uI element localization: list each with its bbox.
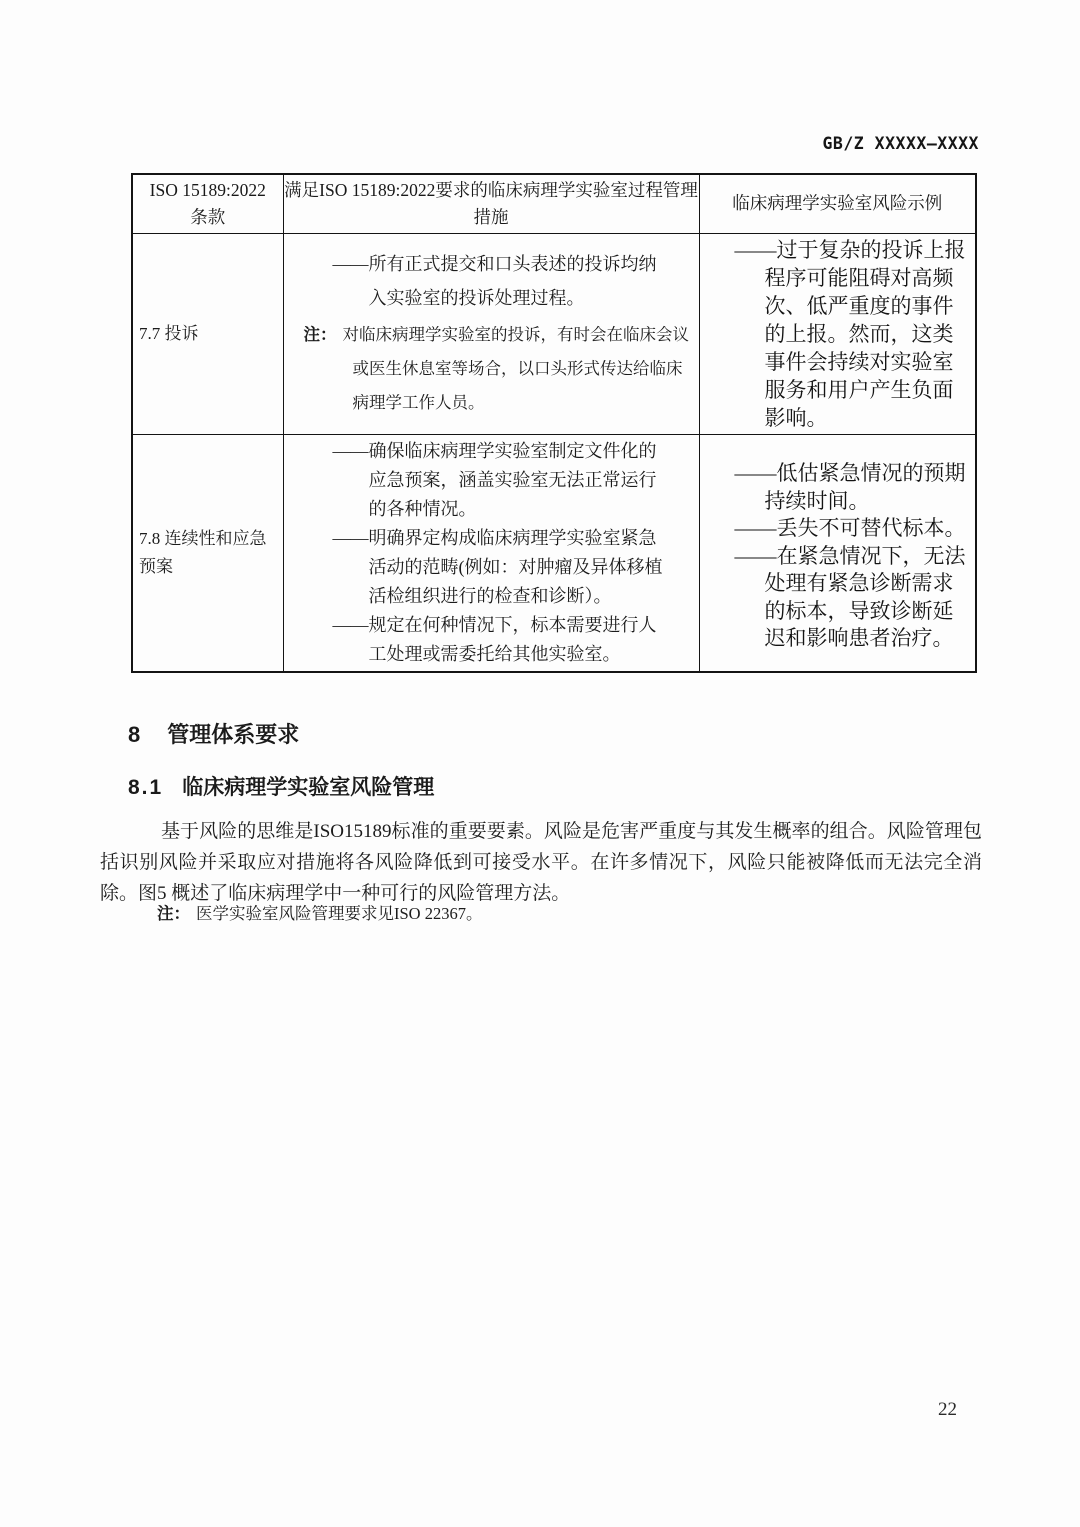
- header-clause-text: [133, 177, 283, 231]
- clause-label: 7.8 连续性和应急预案: [139, 528, 267, 576]
- risk-item: ——丢失不可替代标本。: [734, 516, 966, 541]
- header-measures-line1: 满足ISO 15189:2022要求的临床病理学实验室过程管理: [284, 179, 698, 200]
- measure-item: ——所有正式提交和口头表述的投诉均纳入实验室的投诉处理过程。: [332, 254, 657, 308]
- risks-content: [700, 450, 976, 655]
- note-prefix-label: 注：: [157, 905, 190, 923]
- measure-item: ——确保临床病理学实验室制定文件化的应急预案，涵盖实验室无法正常运行的各种情况。: [332, 440, 657, 519]
- measures-cell-7-7: [283, 233, 699, 434]
- clause-cell-7-7: [132, 233, 283, 434]
- note-prefix-label: 注：: [303, 326, 337, 344]
- iso-requirements-table: [131, 173, 977, 673]
- paragraph-line: 括识别风险并采取应对措施将各风险降低到可接受水平。在许多情况下，风险只能被降低而无法完全消: [100, 852, 982, 873]
- measure-note: [304, 318, 691, 420]
- section-heading-8: [128, 718, 299, 749]
- note-text: 医学实验室风险管理要求见ISO 22367。: [196, 904, 483, 923]
- header-cell-measures: [283, 174, 699, 233]
- section-number: 8: [128, 722, 141, 747]
- header-measures-line2: 措施: [473, 206, 509, 227]
- body-paragraph: [100, 816, 982, 909]
- page-number: 22: [938, 1399, 957, 1420]
- header-clause-line1: ISO 15189:2022: [149, 179, 266, 200]
- table-row-7-7: [132, 233, 976, 434]
- risks-content: [700, 234, 976, 434]
- header-cell-risks: [699, 174, 976, 233]
- header-measures-text: [284, 177, 699, 231]
- section-title: 临床病理学实验室风险管理: [182, 776, 435, 799]
- risk-item: ——过于复杂的投诉上报程序可能阻碍对高频次、低严重度的事件的上报。然而，这类事件会持续对实验室服务和用户产生负面影响。: [734, 237, 966, 430]
- section-number: 8.1: [128, 776, 164, 799]
- footnote: [157, 902, 482, 926]
- measure-item: ——明确界定构成临床病理学实验室紧急活动的范畴(例如：对肿瘤及异体移植活检组织进行的检查和诊断）。: [332, 527, 663, 606]
- note-text: 对临床病理学实验室的投诉，有时会在临床会议或医生休息室等场合，以口头形式传达给临床病理学工作人员。: [342, 325, 689, 412]
- risk-item: ——低估紧急情况的预期持续时间。: [734, 461, 966, 513]
- risks-cell-7-7: [699, 233, 976, 434]
- measure-item: ——规定在何种情况下，标本需要进行人工处理或需委托给其他实验室。: [332, 614, 657, 664]
- paragraph-line: 基于风险的思维是ISO15189标准的重要要素。风险是危害严重度与其发生概率的组合。风险管理包: [161, 821, 982, 842]
- risk-item: ——在紧急情况下，无法处理有紧急诊断需求的标本，导致诊断延迟和影响患者治疗。: [734, 543, 966, 651]
- clause-label: 7.7 投诉: [139, 323, 199, 343]
- measures-cell-7-8: [283, 434, 699, 672]
- clause-cell-7-8: [132, 434, 283, 672]
- measures-content: [284, 245, 699, 422]
- header-clause-line2: 条款: [190, 206, 226, 227]
- section-heading-8-1: [128, 771, 434, 801]
- standard-code: GB/Z XXXXX—XXXX: [822, 134, 979, 153]
- paragraph-line: 除。图5 概述了临床病理学中一种可行的风险管理方法。: [100, 883, 571, 904]
- table-row-7-8: [132, 434, 976, 672]
- header-cell-clause: [132, 174, 283, 233]
- section-title: 管理体系要求: [167, 722, 300, 747]
- header-risks-text: 临床病理学实验室风险示例: [732, 193, 943, 214]
- risks-cell-7-8: [699, 434, 976, 672]
- measures-content: [284, 435, 699, 671]
- table-header-row: [132, 174, 976, 233]
